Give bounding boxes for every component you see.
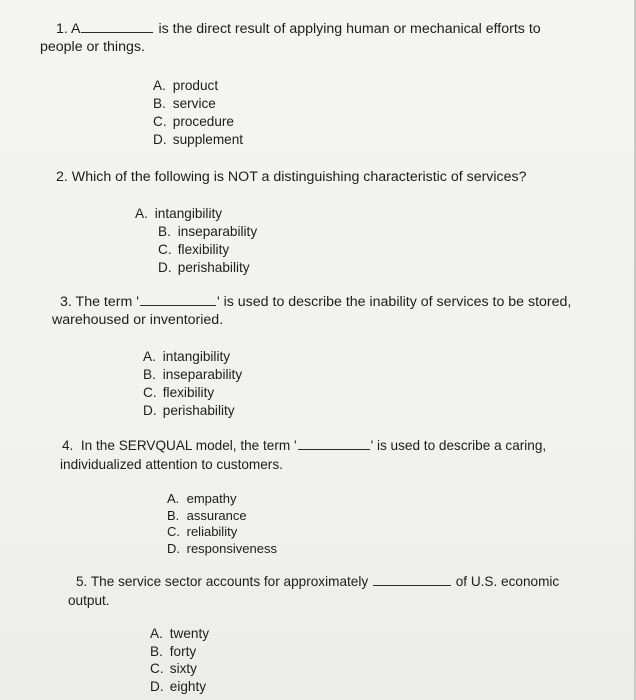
question-number: 3. (60, 294, 72, 310)
option-c[interactable]: C. procedure (153, 114, 234, 129)
question-4-line-2: individualized attention to customers. (60, 457, 283, 472)
option-b[interactable]: B. inseparability (158, 224, 258, 239)
option-a[interactable]: A. intangibility (143, 349, 231, 364)
option-c[interactable]: C. flexibility (158, 242, 230, 257)
question-5-line-2: output. (68, 593, 110, 608)
answer-blank[interactable] (298, 437, 370, 450)
option-b[interactable]: B. service (153, 96, 216, 111)
question-5-options (150, 625, 209, 695)
option-d[interactable]: D. responsiveness (167, 540, 277, 556)
question-1-options (153, 77, 243, 149)
option-d[interactable]: D. supplement (153, 132, 244, 147)
question-2-text: Which of the following is NOT a distinguishing characteristic of services? (71, 169, 527, 185)
option-a[interactable]: A. intangibility (135, 206, 223, 221)
option-b[interactable]: B. forty (150, 643, 197, 659)
question-3-line-1 (60, 293, 571, 311)
question-number: 5. (76, 574, 88, 589)
question-5-text: of U.S. economic (455, 574, 560, 589)
question-4-options (167, 491, 277, 557)
question-1-line-1 (56, 20, 541, 38)
option-c[interactable]: C. sixty (150, 661, 197, 676)
option-a[interactable]: A. empathy (167, 491, 237, 506)
option-c[interactable]: C. flexibility (143, 385, 215, 400)
question-4-line-1 (62, 437, 546, 455)
option-a[interactable]: A. twenty (150, 626, 210, 641)
option-d[interactable]: D. eighty (150, 678, 207, 694)
question-1-line-2: people or things. (40, 39, 145, 55)
question-3-options (143, 348, 242, 420)
question-5-line-1 (76, 573, 559, 591)
option-d[interactable]: D. perishability (143, 403, 235, 418)
answer-blank[interactable] (81, 20, 153, 33)
question-number: 1. (56, 21, 68, 37)
question-3-prefix: The term ' (75, 294, 139, 310)
question-number: 2. (56, 169, 68, 185)
answer-blank[interactable] (373, 573, 451, 586)
question-1-prefix: A (71, 21, 81, 37)
answer-blank[interactable] (140, 293, 216, 306)
question-1-text: is the direct result of applying human or mechanical efforts to (158, 21, 541, 37)
question-3-line-2: warehoused or inventoried. (52, 312, 224, 328)
option-b[interactable]: B. assurance (167, 507, 247, 523)
question-number: 4. (62, 438, 74, 453)
question-4-text: ' is used to describe a caring, (370, 438, 547, 453)
option-d[interactable]: D. perishability (158, 260, 250, 275)
option-b[interactable]: B. inseparability (143, 367, 243, 382)
question-2-line-1 (56, 168, 527, 186)
option-c[interactable]: C. reliability (167, 524, 238, 539)
question-3-text: ' is used to describe the inability of services to be stored, (216, 294, 572, 310)
question-2-options (135, 205, 257, 277)
question-4-prefix: In the SERVQUAL model, the term ' (80, 438, 297, 453)
option-a[interactable]: A. product (153, 78, 219, 93)
question-5-prefix: The service sector accounts for approximately (90, 574, 369, 589)
